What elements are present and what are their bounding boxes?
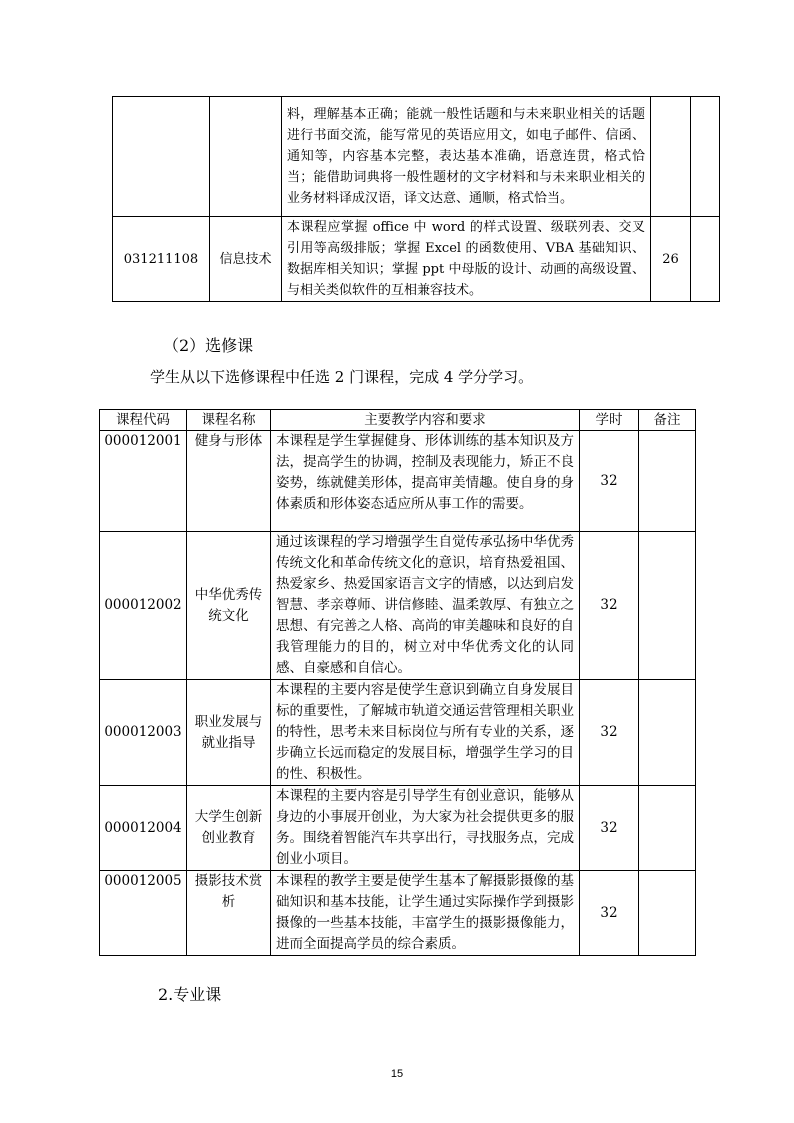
course-note-cell <box>639 532 696 680</box>
table-row <box>100 680 696 786</box>
course-content-cell: 本课程应掌握 office 中 word 的样式设置、级联列表、交叉引用等高级排版；掌握 Excel 的函数使用、VBA 基础知识、数据库相关知识；掌握 ppt 中母版的设计、动画的高级设置、与相关类似软件的互相兼容技术。 <box>282 217 651 302</box>
course-content-cell: 本课程的主要内容是引导学生有创业意识，能够从身边的小事展开创业，为大家为社会提供更多的服务。围绕着智能汽车共享出行，寻找服务点，完成创业小项目。 <box>271 786 580 871</box>
course-name-cell: 摄影技术赏析 <box>187 871 271 956</box>
course-name-cell: 中华优秀传统文化 <box>187 532 271 680</box>
course-name-cell: 信息技术 <box>210 217 282 302</box>
course-hours-cell: 32 <box>580 871 639 956</box>
course-content-cell: 本课程是学生掌握健身、形体训练的基本知识及方法，提高学生的协调，控制及表现能力，矫正不良姿势，练就健美形体，提高审美情趣。使自身的身体素质和形体姿态适应所从事工作的需要。 <box>271 431 580 532</box>
table-row <box>113 217 720 302</box>
table-row <box>100 871 696 956</box>
section-intro-elective: 学生从以下选修课程中任选 2 门课程，完成 4 学分学习。 <box>150 368 534 386</box>
section-heading-major: 2.专业课 <box>158 985 222 1004</box>
course-note-cell <box>639 431 696 532</box>
course-code-cell: 031211108 <box>113 217 210 302</box>
header-hours: 学时 <box>580 410 639 431</box>
header-course-name: 课程名称 <box>187 410 271 431</box>
course-code-cell <box>113 97 210 217</box>
table-row <box>100 532 696 680</box>
course-note-cell <box>639 680 696 786</box>
course-hours-cell: 26 <box>651 217 691 302</box>
header-course-content: 主要教学内容和要求 <box>271 410 580 431</box>
section-heading-elective: （2）选修课 <box>163 336 254 355</box>
course-note-cell <box>691 97 720 217</box>
course-name-cell: 大学生创新创业教育 <box>187 786 271 871</box>
course-content-cell: 本课程的主要内容是使学生意识到确立自身发展目标的重要性，了解城市轨道交通运营管理相关职业的特性，思考未来目标岗位与所有专业的关系，逐步确立长远而稳定的发展目标，增强学生学习的目的性、积极性。 <box>271 680 580 786</box>
header-note: 备注 <box>639 410 696 431</box>
course-content-cell: 通过该课程的学习增强学生自觉传承弘扬中华优秀传统文化和革命传统文化的意识，培育热爱祖国、热爱家乡、热爱国家语言文字的情感，以达到启发智慧、孝亲尊师、讲信修睦、温柔敦厚、有独立之思想、有完善之人格、高尚的审美趣味和良好的自我管理能力的目的，树立对中华优秀文化的认同感、自豪感和自信心。 <box>271 532 580 680</box>
course-code-cell: 000012003 <box>100 680 187 786</box>
header-course-code: 课程代码 <box>100 410 187 431</box>
course-note-cell <box>639 871 696 956</box>
course-note-cell <box>691 217 720 302</box>
table-row <box>100 431 696 532</box>
course-content-cell: 料，理解基本正确；能就一般性话题和与未来职业相关的话题进行书面交流，能写常见的英语应用文，如电子邮件、信函、通知等，内容基本完整，表达基本准确，语意连贯，格式恰当；能借助词典将一般性题材的文字材料和与未来职业相关的业务材料译成汉语，译文达意、通顺，格式恰当。 <box>282 97 651 217</box>
course-hours-cell: 32 <box>580 532 639 680</box>
course-code-cell: 000012001 <box>100 431 187 532</box>
table-row <box>100 786 696 871</box>
course-hours-cell <box>651 97 691 217</box>
elective-course-table <box>99 409 696 956</box>
course-name-cell: 职业发展与就业指导 <box>187 680 271 786</box>
course-code-cell: 000012005 <box>100 871 187 956</box>
course-hours-cell: 32 <box>580 431 639 532</box>
course-name-cell <box>210 97 282 217</box>
course-code-cell: 000012004 <box>100 786 187 871</box>
course-hours-cell: 32 <box>580 680 639 786</box>
course-hours-cell: 32 <box>580 786 639 871</box>
course-content-cell: 本课程的教学主要是使学生基本了解摄影摄像的基础知识和基本技能，让学生通过实际操作学到摄影摄像的一些基本技能，丰富学生的摄影摄像能力，进而全面提高学员的综合素质。 <box>271 871 580 956</box>
page-number: 15 <box>390 1068 404 1080</box>
table-header-row <box>100 410 696 431</box>
course-table-continued <box>112 96 720 302</box>
course-name-cell: 健身与形体 <box>187 431 271 532</box>
table-row <box>113 97 720 217</box>
course-note-cell <box>639 786 696 871</box>
course-code-cell: 000012002 <box>100 532 187 680</box>
